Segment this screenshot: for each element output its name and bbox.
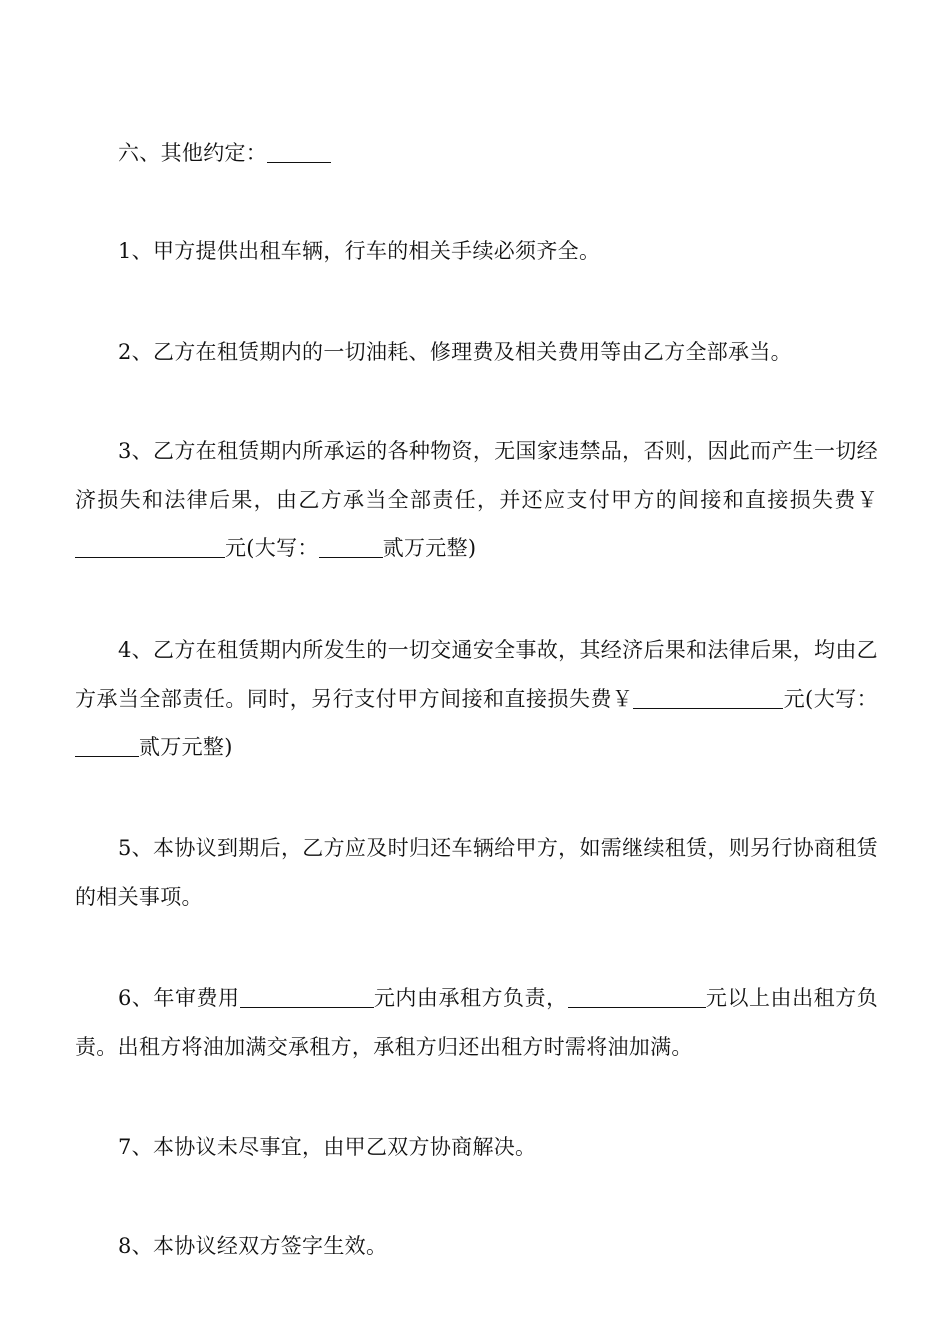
clause-8-text: 8、本协议经双方签字生效。: [118, 1234, 388, 1258]
blank-line: [319, 536, 383, 558]
clause-2-text: 2、乙方在租赁期内的一切油耗、修理费及相关费用等由乙方全部承当。: [118, 340, 792, 364]
clause-7: [75, 1123, 878, 1172]
blank-line: [75, 735, 139, 757]
section-heading-text: 六、其他约定：: [118, 141, 268, 165]
clause-3-text-b: 元(大写：: [225, 536, 319, 560]
clause-3-text-c: 贰万元整): [382, 536, 477, 560]
clause-4-text-a: 4、乙方在租赁期内所发生的一切交通安全事故，其经济后果和法律后果，均由乙方承当全部责任。同时，另行支付甲方间接和直接损失费￥: [75, 638, 878, 711]
fee-blank: [240, 986, 374, 1008]
blank-line: [267, 141, 331, 163]
clause-3: [75, 427, 878, 573]
clause-1-text: 1、甲方提供出租车辆，行车的相关手续必须齐全。: [118, 239, 601, 263]
clause-4-text-b: 元(大写：: [783, 686, 878, 711]
clause-6-text-c: 元以上由出租方负责。出租方将油加满交承租方，承租方归还出租方时需将油加满。: [75, 986, 878, 1059]
amount-blank: [75, 536, 225, 558]
clause-6: [75, 974, 878, 1071]
clause-4-text-c: 贰万元整): [139, 735, 233, 759]
clause-5-text: 5、本协议到期后，乙方应及时归还车辆给甲方，如需继续租赁，则另行协商租赁的相关事项。: [75, 836, 878, 909]
clause-5: [75, 824, 878, 921]
clause-6-text-a: 6、年审费用: [118, 986, 240, 1010]
clause-2: [75, 328, 878, 377]
clause-1: [75, 227, 878, 276]
section-heading-other-terms: [75, 129, 878, 178]
amount-blank: [633, 687, 783, 709]
clause-3-text-a: 3、乙方在租赁期内所承运的各种物资，无国家违禁品，否则，因此而产生一切经济损失和法律后果，由乙方承当全部责任，并还应支付甲方的间接和直接损失费￥: [75, 439, 878, 512]
clause-8: [75, 1222, 878, 1271]
fee-blank: [568, 986, 706, 1008]
clause-4: [75, 626, 878, 772]
clause-6-text-b: 元内由承租方负责，: [373, 986, 568, 1010]
clause-7-text: 7、本协议未尽事宜，由甲乙双方协商解决。: [118, 1135, 537, 1159]
